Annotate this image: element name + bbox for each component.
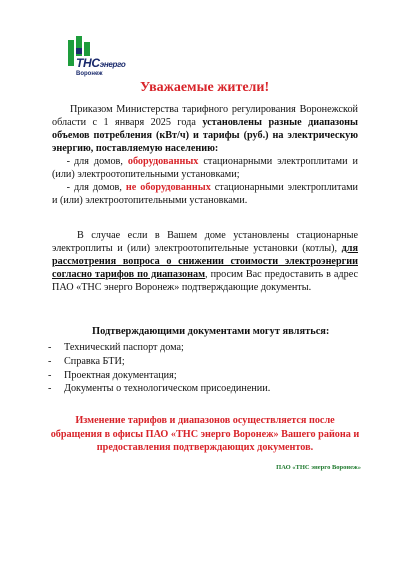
list-item: - Документы о технологическом присоединении. <box>48 383 271 395</box>
list-item: - Технический паспорт дома; <box>48 342 184 353</box>
list-item: - Справка БТИ; <box>48 355 125 367</box>
paragraph-tariffs <box>52 103 358 207</box>
logo-city: Воронеж <box>76 71 103 77</box>
paragraph-bold: установлены разные диапазоны объемов потребления (кВт/ч) и тарифы (руб.) на электрическую энергию, поставляемую населению: <box>52 117 358 154</box>
list-item: - Проектная документация; <box>48 369 177 381</box>
bullet-not-equipped: - для домов, не оборудованных стационарными электроплитами и (или) электроотопительными установками. <box>52 182 358 206</box>
docs-title: Подтверждающими документами могут являться: <box>92 326 330 337</box>
bullet-equipped: - для домов, оборудованных стационарными электроплитами и (или) электроотопительными установками; <box>52 156 358 180</box>
company-logo <box>62 34 132 84</box>
footer-note: Изменение тарифов и диапазонов осуществляется после обращения в офисы ПАО «ТНС энерго Воронеж» Вашего района и предоставления подтверждающих документов. <box>50 415 360 453</box>
logo-brand: ТНСэнерго <box>76 56 126 70</box>
paragraph-lead: Приказом Министерства тарифного регулирования Воронежской области с 1 января 2025 года <box>52 104 358 128</box>
docs-list <box>48 341 270 396</box>
greeting-title: Уважаемые жители! <box>140 80 270 95</box>
signature: ПАО «ТНС энерго Воронеж» <box>276 464 361 471</box>
paragraph-request: В случае если в Вашем доме установлены стационарные электроплиты и (или) электроотопительные установки (котлы), для рассмотрения вопроса о снижении стоимости электроэнергии согласно тарифов по диапазонам, просим Вас предоставить в адрес ПАО «ТНС энерго Воронеж» подтверждающие документы. <box>52 230 358 293</box>
underlined-request: для рассмотрения вопроса о снижении стоимости электроэнергии согласно тарифов по диапазонам <box>52 243 358 280</box>
